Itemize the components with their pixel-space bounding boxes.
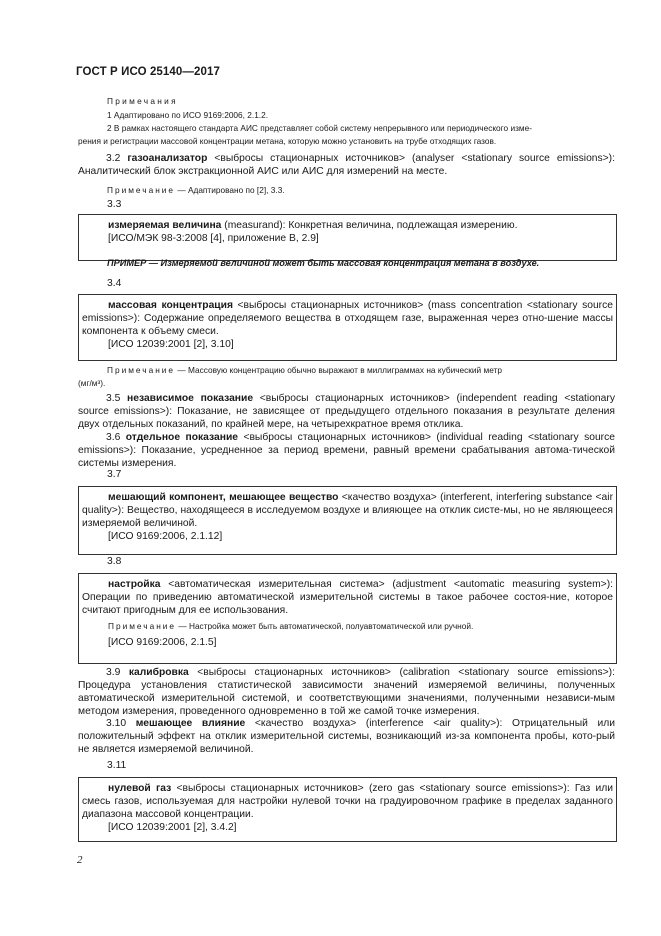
term-3-5 [78,392,615,431]
term-3-9 [78,666,615,718]
term-number: 3.10 [106,718,127,729]
term-source: [ИСО/МЭК 98-3:2008 [4], приложение В, 2.9] [108,233,319,244]
term-source: [ИСО 12039:2001 [2], 3.10] [108,339,234,350]
example-3-3: ПРИМЕР — Измеряемой величиной может быть массовая концентрация метана в воздухе. [107,258,540,268]
term-name: калибровка [128,667,189,678]
box-note-3-8 [82,620,613,633]
note-3-4-cont: (мг/м³). [78,378,106,388]
term-definition: <качество воздуха> (interferent, interfering substance <air quality>): Вещество, находящееся в исследуемом воздухе и влияющее на отклик систе-мы, но не являющееся измеряемой величиной. [82,492,613,529]
term-name: независимое показание [127,393,254,404]
term-name: нулевой газ [108,783,172,794]
term-definition: <выбросы стационарных источников> (calibration <stationary source emissions>): Процедура установления статистической зависимости значений измеряемой величины, полученных автоматической измерительной системой, и соответствующими значениями, полученными независи-мым методом измерения, проведенного одновременно в той же самой точке измерения. [78,667,615,717]
note-3-4 [107,364,615,377]
note-2: 2 В рамках настоящего стандарта АИС представляет собой систему непрерывного или периодического изме- [107,123,532,133]
term-number-3-7: 3.7 [107,469,122,480]
term-definition-block [82,491,613,530]
term-box-3-3 [78,214,617,261]
term-name: мешающее влияние [135,718,246,729]
term-definition: <выбросы стационарных источников> (mass concentration <stationary source emissions>): Содержание определяемого вещества в отходящем газе, выраженная через отно-шение массы компонента к объему смеси. [82,300,613,337]
term-box-3-11 [78,777,617,842]
term-definition: <выбросы стационарных источников> (analyser <stationary source emissions>): Аналитический блок экстракционной АИС или АИС для измерений на месте. [78,153,615,177]
notes-heading: Примечания [107,96,178,106]
term-number: 3.6 [106,432,121,443]
term-name: газоанализатор [127,153,208,164]
note-2-cont: рения и регистрации массовой концентрации метана, которую можно установить на трубе отходящих газов. [78,136,497,146]
term-definition-block [82,219,613,232]
term-source: [ИСО 12039:2001 [2], 3.4.2] [108,822,237,833]
page-number: 2 [77,854,83,866]
term-definition-block [82,782,613,821]
term-3-10 [78,717,615,756]
term-definition-block [82,299,613,338]
term-definition: <автоматическая измерительная система> (adjustment <automatic measuring system>): Операции по приведению автоматической измерительной системы в такое рабочее состоя-ние, которое считают пригодным для ее использования. [82,579,613,616]
note-3-2 [107,184,285,197]
note-text: — Настройка может быть автоматической, полуавтоматической или ручной. [178,621,474,631]
note-text: — Адаптировано по [2], 3.3. [177,185,285,195]
term-number-3-4: 3.4 [107,278,122,289]
term-3-6 [78,431,615,470]
term-source: [ИСО 9169:2006, 2.1.12] [108,531,223,542]
term-box-3-7 [78,486,617,555]
note-label: Примечание [107,185,176,195]
document-header: ГОСТ Р ИСО 25140—2017 [76,66,221,78]
term-box-3-4 [78,294,617,361]
term-box-3-8 [78,573,617,664]
note-label: Примечание [108,621,177,631]
term-name: отдельное показание [125,432,239,443]
term-definition-block [82,578,613,617]
term-name: мешающий компонент, мешающее вещество [108,492,339,503]
term-definition: <качество воздуха> (interference <air quality>): Отрицательный или положительный эффект на отклик измерительной системы, возникающий из-за компонента пробы, кото-рый не является измеряемой величиной. [78,718,615,755]
note-1: 1 Адаптировано по ИСО 9169:2006, 2.1.2. [107,110,269,120]
term-source: [ИСО 9169:2006, 2.1.5] [108,637,217,648]
term-number-3-11: 3.11 [107,760,127,771]
term-number-3-8: 3.8 [107,556,122,567]
term-number: 3.5 [106,393,121,404]
term-number-3-3: 3.3 [107,199,122,210]
term-name: измеряемая величина [108,220,222,231]
term-definition: <выбросы стационарных источников> (individual reading <stationary source emissions>): Показание, усредненное за период времени, равный времени срабатывания автома-тической системы измерения. [78,432,615,469]
term-definition: <выбросы стационарных источников> (independent reading <stationary source emissions>): Показание, не зависящее от предыдущего отдельного показания в результате деления двух отдельных показаний, по крайней мере, на четырехкратное время отклика. [78,393,615,430]
note-text: — Массовую концентрацию обычно выражают в миллиграммах на кубический метр [177,365,502,375]
term-number: 3.9 [106,667,121,678]
term-name: настройка [108,579,161,590]
term-name: массовая концентрация [108,300,233,311]
term-number: 3.2 [106,153,121,164]
term-definition: <выбросы стационарных источников> (zero gas <stationary source emissions>): Газ или смесь газов, используемая для настройки нулевой точки на градуировочном графике в пределах заданного диапазона массовой концентрации. [82,783,613,820]
note-label: Примечание [107,365,176,375]
term-3-2 [78,152,615,178]
term-definition: (measurand): Конкретная величина, подлежащая измерению. [224,220,518,231]
